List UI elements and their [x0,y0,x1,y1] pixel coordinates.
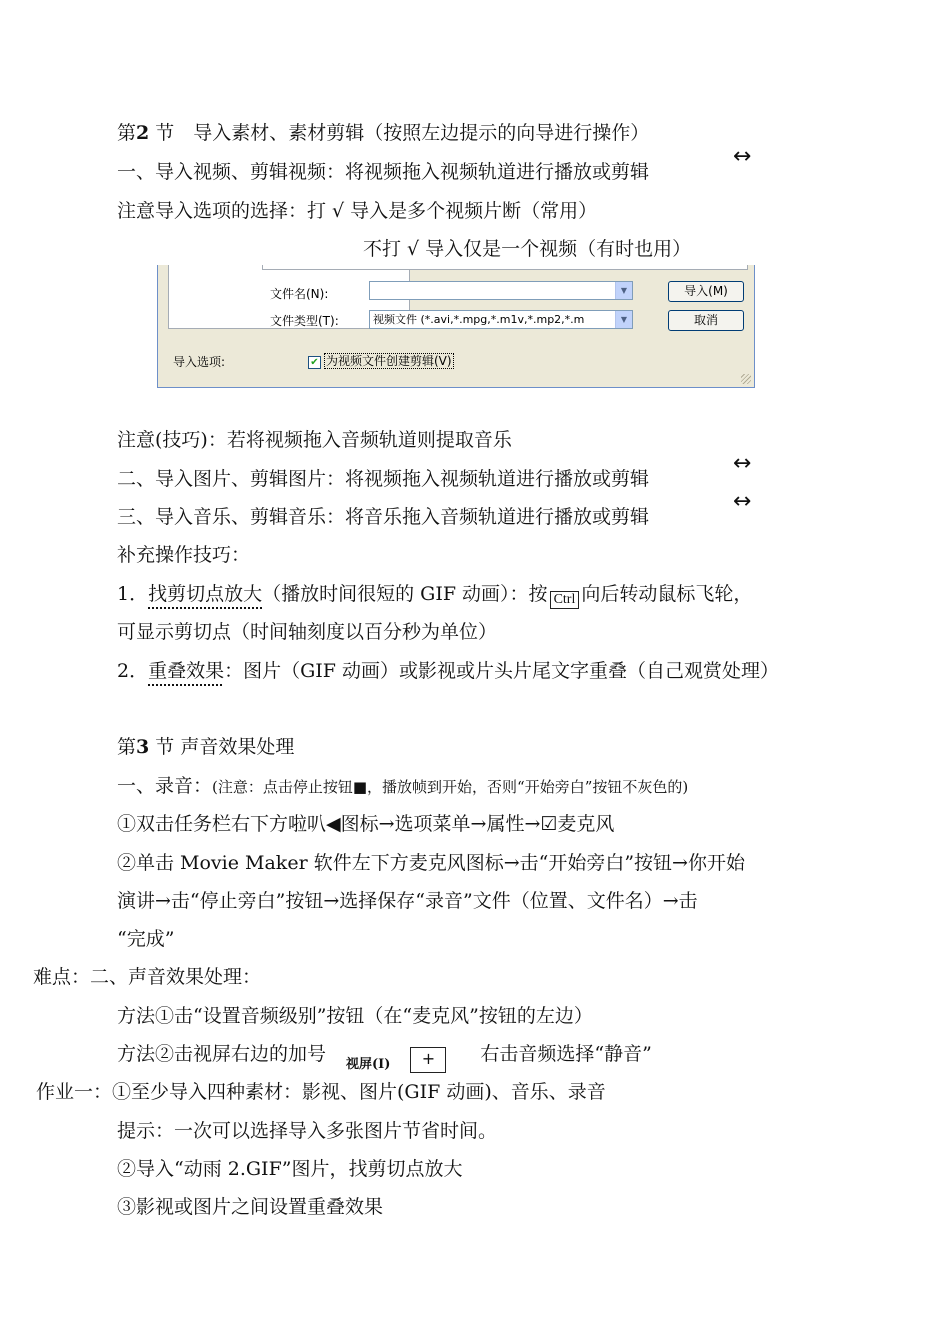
record-note: (注意：点击停止按钮■，播放帧到开始，否则“开始旁白”按钮不灰色的) [212,778,689,796]
emphasis-text: 重叠效果 [148,660,225,682]
filename-input[interactable] [369,281,633,300]
filename-label: 文件名(N): [270,287,329,301]
ctrl-key: Ctrl [550,591,580,609]
record-step-2b: 演讲→击“停止旁白”按钮→选择保存“录音”文件（位置、文件名）→击 [117,890,698,912]
import-video-line: 一、导入视频、剪辑视频：将视频拖入视频轨道进行播放或剪辑 [117,161,650,183]
cancel-button[interactable]: 取消 [668,310,744,331]
emphasis-text: 找剪切点放大 [148,583,263,605]
title-prefix: 第 [117,736,137,758]
record-heading: 一、录音： [117,775,213,797]
create-clips-checkbox[interactable]: ✔ [308,356,321,369]
difficulty-heading: 难点：二、声音效果处理： [33,966,262,988]
import-button[interactable]: 导入(M) [668,281,744,302]
import-dialog [157,265,755,388]
item-text: 向后转动鼠标飞轮， [581,583,753,605]
create-clips-label[interactable]: 为视频文件创建剪辑(V) [326,354,452,368]
title-text: 节 导入素材、素材剪辑（按照左边提示的向导进行操作） [155,122,650,144]
item-number: 2． [117,660,149,682]
double-arrow-icon: ↔ [733,144,752,169]
import-options-label: 导入选项: [173,355,226,369]
import-image-line: 二、导入图片、剪辑图片：将视频拖入视频轨道进行播放或剪辑 [117,468,650,490]
record-step-1: ①双击任务栏右下方啦叭◀图标→选项菜单→属性→☑麦克风 [117,813,615,835]
method-text: 右击音频选择“静音” [480,1043,652,1065]
item-number: 1． [117,583,149,605]
screen-label: 视屏(I) [346,1057,391,1072]
title-text: 节 声音效果处理 [155,736,295,758]
extra-tips-title: 补充操作技巧： [117,544,251,566]
record-step-2c: “完成” [117,928,175,950]
chevron-down-icon[interactable]: ▼ [615,282,632,299]
filetype-value: 视频文件 (*.avi,*.mpg,*.m1v,*.mp2,*.m [373,313,585,326]
tip-item-2 [117,659,779,683]
title-number: 3 [136,736,150,758]
double-arrow-icon: ↔ [733,451,752,476]
item-text: （播放时间很短的 GIF 动画）：按 [262,583,548,605]
title-prefix: 第 [117,122,137,144]
filetype-select[interactable] [369,310,633,329]
plus-icon: + [410,1047,446,1073]
method-2 [117,1042,652,1077]
record-step-2: ②单击 Movie Maker 软件左下方麦克风图标→击“开始旁白”按钮→你开始 [117,852,745,874]
file-list [262,265,748,270]
item-text: ：图片（GIF 动画）或影视或片头片尾文字重叠（自己观赏处理） [224,660,780,682]
record-title [117,774,688,799]
homework-title: 作业一：①至少导入四种素材：影视、图片(GIF 动画)、音乐、录音 [36,1081,606,1103]
title-number: 2 [136,122,150,144]
tip-item-1 [117,582,752,609]
homework-tip: 提示：一次可以选择导入多张图片节省时间。 [117,1120,498,1142]
homework-item-2: ②导入“动雨 2.GIF”图片，找剪切点放大 [117,1158,463,1180]
filetype-label: 文件类型(T): [270,314,339,328]
method-text: 方法②击视屏右边的加号 [117,1043,327,1065]
resize-grip[interactable] [741,374,751,384]
homework-item-3: ③影视或图片之间设置重叠效果 [117,1196,384,1218]
double-arrow-icon: ↔ [733,489,752,514]
chevron-down-icon[interactable]: ▼ [615,311,632,328]
section2-title [117,121,649,145]
import-option-note: 注意导入选项的选择：打 √ 导入是多个视频片断（常用） [117,200,598,222]
import-music-line: 三、导入音乐、剪辑音乐：将音乐拖入音频轨道进行播放或剪辑 [117,506,650,528]
import-option-note-2: 不打 √ 导入仅是一个视频（有时也用） [363,238,692,260]
tip-note: 注意(技巧)：若将视频拖入音频轨道则提取音乐 [117,429,512,451]
tip-item-1-cont: 可显示剪切点（时间轴刻度以百分秒为单位） [117,621,498,643]
method-1: 方法①击“设置音频级别”按钮（在“麦克风”按钮的左边） [117,1005,593,1027]
section3-title [117,735,294,759]
